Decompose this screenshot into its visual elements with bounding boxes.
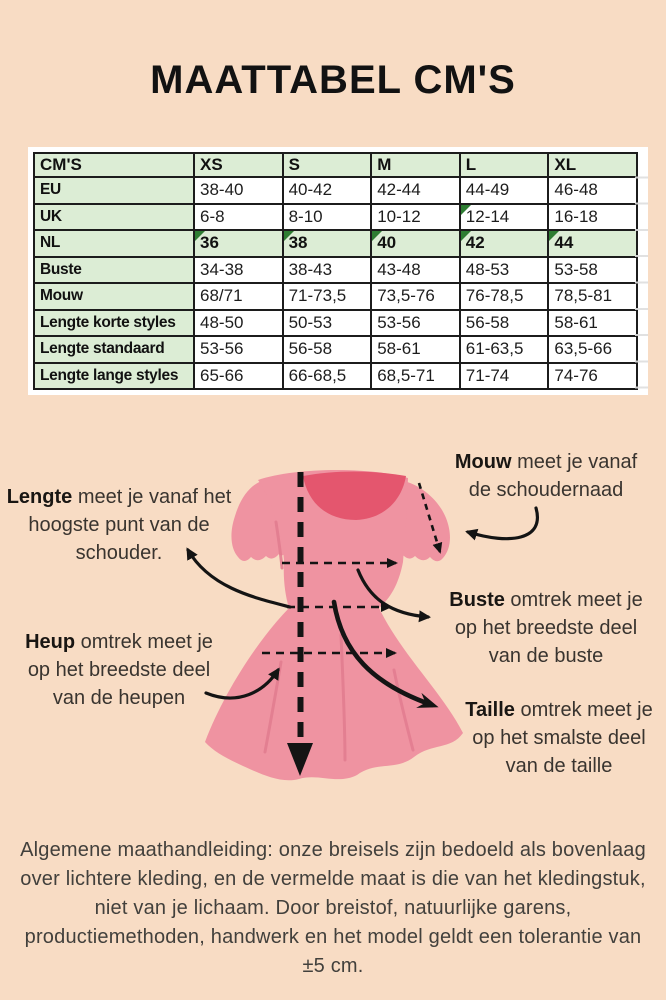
table-row — [34, 230, 637, 257]
size-value-cell: 36 — [194, 230, 283, 257]
taille-label: Taille — [465, 699, 515, 721]
spreadsheet-gridlines — [635, 152, 648, 390]
size-table — [33, 152, 638, 390]
size-value-cell: 8-10 — [283, 204, 372, 231]
cell-corner-flag-icon — [372, 231, 382, 241]
mouw-arrow-icon — [468, 508, 537, 539]
size-value-cell: 50-53 — [283, 310, 372, 337]
size-value-cell: 38 — [283, 230, 372, 257]
size-value-cell: 53-56 — [371, 310, 460, 337]
cell-corner-flag-icon — [284, 231, 294, 241]
cell-corner-flag-icon — [195, 231, 205, 241]
size-value-cell: 58-61 — [548, 310, 637, 337]
size-table-sheet — [28, 147, 648, 395]
size-value-cell: 68,5-71 — [371, 363, 460, 390]
size-value-cell: 66-68,5 — [283, 363, 372, 390]
size-value-cell: 44 — [548, 230, 637, 257]
size-value-cell: 38-40 — [194, 177, 283, 204]
table-row — [34, 336, 637, 363]
row-label: EU — [34, 177, 194, 204]
cell-corner-flag-icon — [461, 205, 471, 215]
taille-note: Taille omtrek meet je op het smalste deel van de taille — [465, 699, 653, 777]
row-label: Lengte standaard — [34, 336, 194, 363]
size-value-cell: 71-73,5 — [283, 283, 372, 310]
lengte-label: Lengte — [6, 486, 73, 508]
size-table-body — [34, 177, 637, 389]
size-value-cell: 10-12 — [371, 204, 460, 231]
row-label: Lengte korte styles — [34, 310, 194, 337]
size-value-cell: 71-74 — [460, 363, 549, 390]
table-row — [34, 177, 637, 204]
size-value-cell: 48-50 — [194, 310, 283, 337]
size-value-cell: 61-63,5 — [460, 336, 549, 363]
measurement-diagram — [0, 430, 666, 802]
mouw-label: Mouw — [454, 451, 512, 473]
row-label: UK — [34, 204, 194, 231]
buste-note: Buste omtrek meet je op het breedste deel van de buste — [449, 589, 643, 667]
size-value-cell: 56-58 — [460, 310, 549, 337]
row-label: Lengte lange styles — [34, 363, 194, 390]
size-value-cell: 78,5-81 — [548, 283, 637, 310]
size-column-header: XS — [194, 153, 283, 177]
size-value-cell: 34-38 — [194, 257, 283, 284]
mouw-note: Mouw meet je vanaf de schoudernaad — [454, 451, 638, 501]
size-value-cell: 63,5-66 — [548, 336, 637, 363]
table-row — [34, 204, 637, 231]
table-row — [34, 363, 637, 390]
table-row — [34, 257, 637, 284]
size-value-cell: 16-18 — [548, 204, 637, 231]
row-label: Buste — [34, 257, 194, 284]
size-value-cell: 53-58 — [548, 257, 637, 284]
lengte-note: Lengte meet je vanaf het hoogste punt van de schouder. — [6, 486, 232, 564]
size-value-cell: 76-78,5 — [460, 283, 549, 310]
size-value-cell: 56-58 — [283, 336, 372, 363]
buste-label: Buste — [449, 589, 505, 611]
row-label: NL — [34, 230, 194, 257]
table-row — [34, 310, 637, 337]
size-value-cell: 73,5-76 — [371, 283, 460, 310]
heup-note: Heup omtrek meet je op het breedste deel van de heupen — [25, 631, 213, 709]
cell-corner-flag-icon — [461, 231, 471, 241]
size-column-header: M — [371, 153, 460, 177]
size-value-cell: 42-44 — [371, 177, 460, 204]
size-value-cell: 38-43 — [283, 257, 372, 284]
page-title: MAATTABEL CM'S — [150, 58, 516, 102]
table-row — [34, 283, 637, 310]
size-value-cell: 12-14 — [460, 204, 549, 231]
size-value-cell: 65-66 — [194, 363, 283, 390]
size-value-cell: 40 — [371, 230, 460, 257]
size-table-header-row — [34, 153, 637, 177]
row-label: Mouw — [34, 283, 194, 310]
size-column-header: XL — [548, 153, 637, 177]
size-value-cell: 43-48 — [371, 257, 460, 284]
sizing-disclaimer: Algemene maathandleiding: onze breisels zijn bedoeld als bovenlaag over lichtere kleding, en de vermelde maat is die van het kledingstuk, niet van je lichaam. Door breistof, natuurlijke garens, productiemethoden, handwerk en het model geldt een tolerantie van ±5 cm. — [20, 839, 646, 977]
size-value-cell: 58-61 — [371, 336, 460, 363]
size-value-cell: 44-49 — [460, 177, 549, 204]
size-value-cell: 46-48 — [548, 177, 637, 204]
units-corner-header: CM'S — [34, 153, 194, 177]
size-column-header: S — [283, 153, 372, 177]
size-value-cell: 6-8 — [194, 204, 283, 231]
size-value-cell: 48-53 — [460, 257, 549, 284]
cell-corner-flag-icon — [549, 231, 559, 241]
size-value-cell: 42 — [460, 230, 549, 257]
size-value-cell: 68/71 — [194, 283, 283, 310]
size-value-cell: 74-76 — [548, 363, 637, 390]
heup-label: Heup — [25, 631, 76, 653]
size-value-cell: 40-42 — [283, 177, 372, 204]
size-value-cell: 53-56 — [194, 336, 283, 363]
size-column-header: L — [460, 153, 549, 177]
